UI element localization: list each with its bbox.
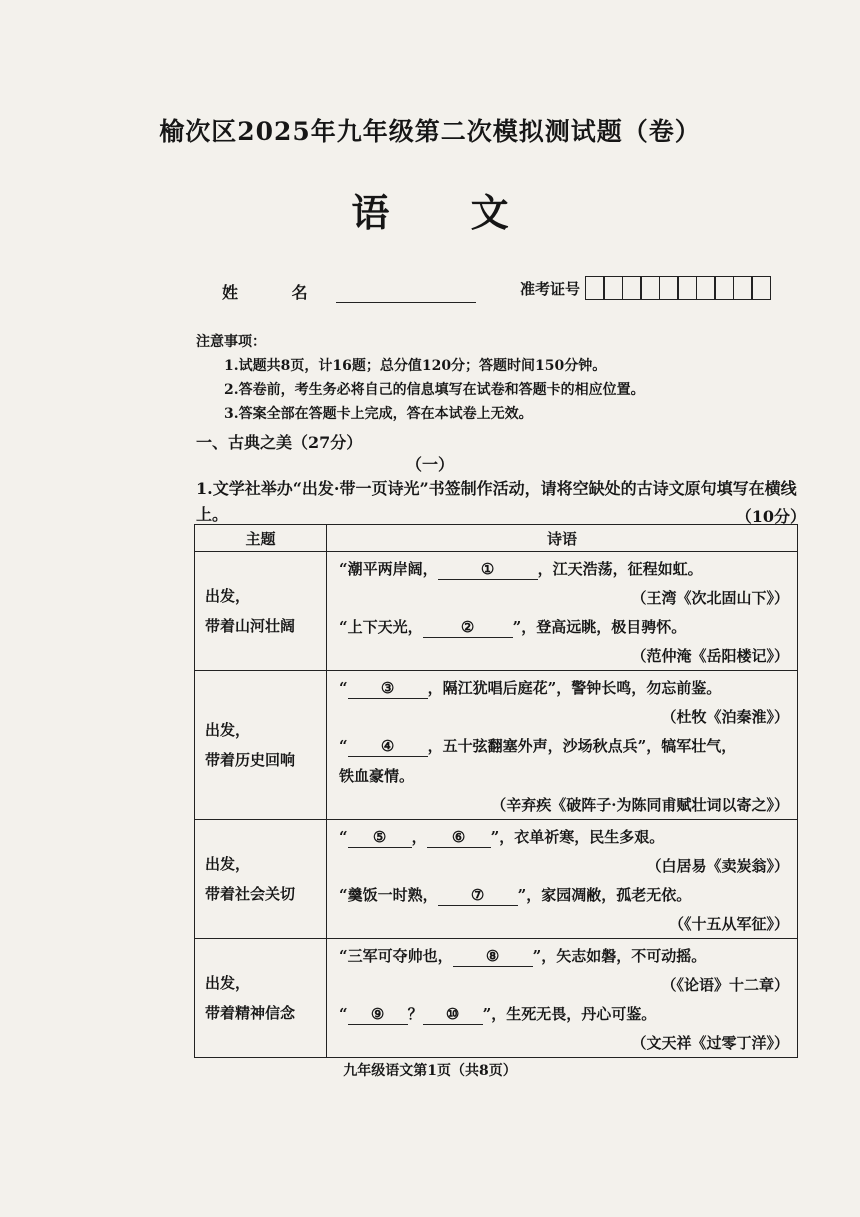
exam-id-box[interactable]	[659, 276, 679, 300]
question-text: 1.文学社举办“出发·带一页诗光”书签制作活动，请将空缺处的古诗文原句填写在横线上。	[196, 479, 797, 524]
exam-id-boxes[interactable]	[586, 276, 771, 300]
poem-source: （杜牧《泊秦淮》）	[661, 708, 789, 726]
blank-4[interactable]: ④	[348, 736, 428, 757]
poem-line: “三军可夺帅也， ⑧ ”，矢志如磐，不可动摇。	[339, 947, 707, 965]
poem-cell	[327, 820, 798, 939]
subject-title: 语 文	[351, 190, 543, 235]
poem-source: （辛弃疾《破阵子·为陈同甫赋壮词以寄之》）	[491, 796, 789, 814]
poem-source: （《十五从军征》）	[668, 915, 789, 933]
poem-cell	[327, 939, 798, 1058]
blank-1[interactable]: ①	[438, 559, 538, 580]
note-item: 3.答案全部在答题卡上完成，答在本试卷上无效。	[224, 406, 533, 422]
theme-cell	[195, 820, 327, 939]
theme-cell	[195, 939, 327, 1058]
name-row	[222, 280, 476, 303]
blank-10[interactable]: ⑩	[423, 1004, 483, 1025]
blank-2[interactable]: ②	[423, 617, 513, 638]
exam-id-box[interactable]	[585, 276, 605, 300]
theme-line: 出发，	[205, 721, 251, 739]
poem-line: “ ④ ，五十弦翻塞外声，沙场秋点兵”，犒军壮气，	[339, 737, 737, 755]
theme-line: 带着社会关切	[205, 885, 296, 903]
exam-id-box[interactable]	[733, 276, 753, 300]
exam-id-label: 准考证号	[520, 279, 581, 298]
poem-line: “羹饭一时熟， ⑦ ”，家园凋敝，孤老无依。	[339, 886, 692, 904]
poem-cell	[327, 671, 798, 820]
note-item: 2.答卷前，考生务必将自己的信息填写在试卷和答题卡的相应位置。	[224, 382, 645, 398]
blank-6[interactable]: ⑥	[427, 827, 491, 848]
theme-line: 出发，	[205, 855, 251, 873]
header-theme: 主题	[195, 525, 327, 552]
exam-title: 榆次区2025年九年级第二次模拟测试题（卷）	[159, 117, 701, 146]
name-label: 姓 名	[222, 283, 332, 302]
exam-id-box[interactable]	[751, 276, 771, 300]
poem-line: “潮平两岸阔， ① ，江天浩荡，征程如虹。	[339, 560, 703, 578]
part-heading: （一）	[405, 455, 454, 474]
header-poem: 诗语	[327, 525, 798, 552]
blank-9[interactable]: ⑨	[348, 1004, 408, 1025]
poem-source: （《论语》十二章）	[661, 976, 789, 994]
notes-heading: 注意事项：	[196, 334, 266, 350]
poem-source: （王湾《次北固山下》）	[631, 589, 789, 607]
blank-3[interactable]: ③	[348, 678, 428, 699]
theme-line: 出发，	[205, 587, 251, 605]
poem-source: （范仲淹《岳阳楼记》）	[631, 647, 789, 665]
theme-cell	[195, 671, 327, 820]
question-score: （10分）	[735, 507, 806, 526]
poem-line: 铁血豪情。	[339, 767, 415, 785]
poem-line: “上下天光， ② ”，登高远眺，极目骋怀。	[339, 618, 687, 636]
poem-line: “ ⑨ ？ ⑩ ”，生死无畏，丹心可鉴。	[339, 1005, 657, 1023]
table-row	[195, 552, 798, 671]
exam-id-box[interactable]	[696, 276, 716, 300]
theme-line: 出发，	[205, 974, 251, 992]
blank-8[interactable]: ⑧	[453, 946, 533, 967]
poem-table	[194, 524, 798, 1058]
table-row	[195, 671, 798, 820]
theme-line: 带着山河壮阔	[205, 617, 296, 635]
notes-section	[196, 330, 645, 426]
theme-line: 带着精神信念	[205, 1004, 296, 1022]
theme-line: 带着历史回响	[205, 751, 296, 769]
poem-line: “ ⑤ ， ⑥ ”，衣单祈寒，民生多艰。	[339, 828, 665, 846]
table-row	[195, 939, 798, 1058]
poem-line: “ ③ ，隔江犹唱后庭花”，警钟长鸣，勿忘前鉴。	[339, 679, 722, 697]
poem-source: （文天祥《过零丁洋》）	[631, 1034, 789, 1052]
exam-id-box[interactable]	[640, 276, 660, 300]
exam-id-row	[520, 276, 771, 300]
note-item: 1.试题共8页，计16题；总分值120分；答题时间150分钟。	[224, 358, 607, 374]
exam-id-box[interactable]	[714, 276, 734, 300]
name-field[interactable]	[336, 284, 476, 303]
table-row	[195, 820, 798, 939]
section-heading: 一、古典之美（27分）	[196, 433, 363, 452]
exam-id-box[interactable]	[677, 276, 697, 300]
table-header-row	[195, 525, 798, 552]
exam-id-box[interactable]	[603, 276, 623, 300]
poem-source: （白居易《卖炭翁》）	[646, 857, 789, 875]
theme-cell	[195, 552, 327, 671]
poem-cell	[327, 552, 798, 671]
blank-7[interactable]: ⑦	[438, 885, 518, 906]
exam-id-box[interactable]	[622, 276, 642, 300]
question-1	[196, 476, 806, 528]
blank-5[interactable]: ⑤	[348, 827, 412, 848]
page-footer: 九年级语文第1页（共8页）	[343, 1063, 517, 1079]
